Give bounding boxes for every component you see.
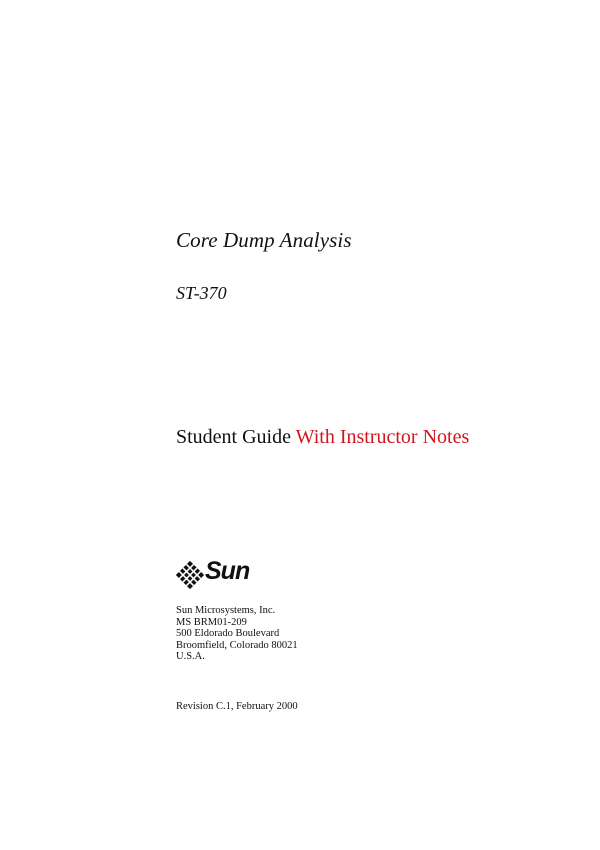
guide-label: Student Guide: [176, 426, 291, 448]
sun-wordmark: Sun: [205, 557, 250, 585]
course-code: ST-370: [176, 283, 227, 303]
course-title: Core Dump Analysis: [176, 228, 352, 252]
sun-diamond-logo-icon: [175, 560, 205, 590]
revision-info: Revision C.1, February 2000: [176, 701, 298, 712]
address-line: MS BRM01-209: [176, 616, 247, 628]
company-address: [176, 605, 298, 663]
address-line: U.S.A.: [176, 651, 205, 663]
sun-logo: [175, 557, 265, 592]
address-line: 500 Eldorado Boulevard: [176, 628, 280, 640]
instructor-notes-label: With Instructor Notes: [295, 426, 470, 448]
address-line: Sun Microsystems, Inc.: [176, 605, 276, 616]
guide-type: [176, 426, 469, 449]
address-line: Broomfield, Colorado 80021: [176, 639, 298, 651]
